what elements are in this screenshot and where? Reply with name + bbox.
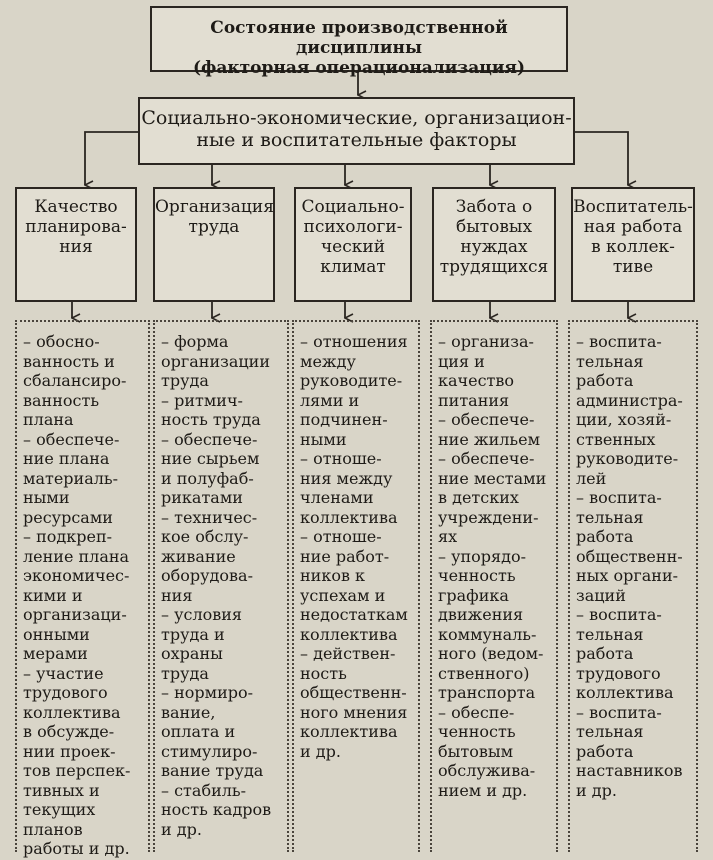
factor-labor bbox=[153, 187, 275, 302]
factor-planning bbox=[15, 187, 137, 302]
factor-climate bbox=[294, 187, 412, 302]
list-item-line: подчинен- bbox=[300, 410, 388, 429]
list-item-line: коллектива bbox=[576, 683, 674, 702]
list-item-line: ции, хозяй- bbox=[576, 410, 672, 429]
list-item-line: работа bbox=[576, 644, 634, 663]
factor-title-line: Воспитатель- bbox=[573, 197, 693, 217]
list-item-line: качество bbox=[438, 371, 515, 390]
list-item-line: – ритмич- bbox=[161, 390, 243, 410]
list-item-line: – отношения bbox=[300, 332, 408, 351]
list-item-line: нии проек- bbox=[23, 741, 116, 761]
list-item-line: – воспита- bbox=[576, 605, 662, 624]
list-item-line: руководите- bbox=[576, 449, 679, 468]
list-item-line: работа bbox=[576, 371, 634, 390]
factor-title-line: Качество bbox=[34, 197, 118, 217]
list-item-line: и др. bbox=[300, 741, 341, 761]
factor-title-line: нуждах bbox=[460, 237, 528, 257]
factor-title-line: ния bbox=[59, 237, 93, 257]
list-item-line: – отноше- bbox=[300, 527, 382, 546]
factor-title-line: Забота о bbox=[455, 197, 533, 217]
list-item-line: коллектива bbox=[23, 702, 121, 722]
list-item-line: ление плана bbox=[23, 546, 130, 566]
list-item-line: труда и bbox=[161, 624, 225, 644]
factor-title-line: тиве bbox=[612, 257, 654, 277]
list-item-line: – форма bbox=[161, 332, 229, 351]
list-item-line: тельная bbox=[576, 624, 644, 644]
root-title-line1: Состояние производственной дисциплины bbox=[210, 18, 508, 58]
list-item-line: ция и bbox=[438, 351, 485, 371]
list-item-line: – подкреп- bbox=[23, 527, 113, 546]
list-item-line: живание bbox=[161, 546, 236, 566]
list-item-line: ванность bbox=[23, 390, 100, 410]
list-item-line: между bbox=[300, 351, 356, 371]
list-item-line: организации bbox=[161, 351, 271, 371]
list-item-line: тов перспек- bbox=[23, 761, 131, 780]
list-item-line: вание, bbox=[161, 702, 216, 722]
list-item-line: наставников bbox=[576, 761, 683, 780]
list-item-line: работа bbox=[576, 741, 634, 761]
list-item-line: ния между bbox=[300, 468, 393, 488]
factor-welfare bbox=[432, 187, 556, 302]
list-labor bbox=[153, 320, 289, 852]
factor-title-line: климат bbox=[320, 257, 386, 277]
list-item-line: кое обслу- bbox=[161, 527, 249, 546]
list-item-line: коммуналь- bbox=[438, 624, 537, 644]
list-item-line: тивных и bbox=[23, 780, 100, 800]
list-item-line: – обеспече- bbox=[438, 449, 535, 468]
list-item-line: ресурсами bbox=[23, 507, 113, 527]
list-item-line: членами bbox=[300, 488, 374, 507]
list-item-line: коллектива bbox=[300, 624, 398, 644]
list-item-line: работа bbox=[576, 527, 634, 546]
list-item-line: текущих bbox=[23, 800, 96, 819]
list-item-line: оплата и bbox=[161, 722, 236, 741]
list-item-line: – условия bbox=[161, 605, 243, 624]
list-item-line: движения bbox=[438, 605, 524, 624]
root-box bbox=[150, 6, 568, 78]
list-item-line: – обеспече- bbox=[23, 429, 120, 449]
list-item-line: ных органи- bbox=[576, 566, 679, 585]
list-item-line: – обосно- bbox=[23, 332, 100, 351]
list-item-line: учреждени- bbox=[438, 507, 539, 527]
list-item-line: – участие bbox=[23, 663, 104, 683]
list-item-line: лей bbox=[576, 468, 607, 488]
arrow-to-planning bbox=[85, 132, 138, 185]
list-item-line: ного мнения bbox=[300, 702, 408, 722]
list-climate bbox=[292, 320, 420, 852]
factor-title-line: бытовых bbox=[455, 217, 533, 237]
list-item-line: ственных bbox=[576, 429, 656, 449]
factor-title-line: трудящихся bbox=[439, 257, 549, 277]
list-item-line: успехам и bbox=[300, 585, 386, 605]
list-item-line: ние плана bbox=[23, 449, 110, 468]
list-item-line: – отноше- bbox=[300, 449, 382, 468]
list-item-line: нием и др. bbox=[438, 780, 528, 800]
list-item-line: – стабиль- bbox=[161, 780, 247, 800]
list-item-line: и полуфаб- bbox=[161, 468, 254, 488]
factor-title-line: труда bbox=[188, 217, 240, 237]
list-item-line: организаци- bbox=[23, 605, 127, 624]
list-item-line: стимулиро- bbox=[161, 741, 258, 761]
list-item-line: бытовым bbox=[438, 741, 514, 761]
list-item-line: тельная bbox=[576, 351, 644, 371]
list-item-line: питания bbox=[438, 390, 510, 410]
list-item-line: обслужива- bbox=[438, 761, 536, 780]
list-planning bbox=[15, 320, 150, 858]
list-item-line: ность труда bbox=[161, 410, 261, 429]
factor-group-line1: Социально-экономические, организацион- bbox=[141, 107, 572, 129]
list-item-line: коллектива bbox=[300, 507, 398, 527]
list-item-line: и др. bbox=[576, 780, 617, 800]
list-item-line: ность bbox=[300, 663, 347, 683]
factor-title-line: Социально- bbox=[301, 197, 405, 217]
list-item-line: ние работ- bbox=[300, 546, 390, 566]
list-item-line: кими и bbox=[23, 585, 83, 605]
factor-title-line: планирова- bbox=[25, 217, 127, 237]
list-item-line: – обеспече- bbox=[438, 410, 535, 429]
factor-title-line: психологи- bbox=[303, 217, 403, 237]
list-item-line: администра- bbox=[576, 390, 683, 410]
list-item-line: трудового bbox=[23, 683, 108, 702]
list-item-line: руководите- bbox=[300, 371, 403, 390]
arrow-to-upbringing bbox=[575, 132, 628, 185]
list-item-line: – воспита- bbox=[576, 332, 662, 351]
list-item-line: общественн- bbox=[300, 683, 407, 702]
list-item-line: графика bbox=[438, 585, 509, 605]
factor-upbringing bbox=[571, 187, 695, 302]
list-item-line: сбалансиро- bbox=[23, 371, 127, 390]
list-item-line: коллектива bbox=[300, 722, 398, 741]
list-item-line: рикатами bbox=[161, 488, 243, 507]
list-item-line: ность кадров bbox=[161, 800, 272, 819]
list-item-line: ванность и bbox=[23, 351, 115, 371]
list-item-line: труда bbox=[161, 371, 209, 390]
factor-title-line: ческий bbox=[320, 237, 386, 257]
list-item-line: и др. bbox=[161, 819, 202, 839]
list-item-line: онными bbox=[23, 624, 90, 644]
list-item-line: – организа- bbox=[438, 332, 534, 351]
list-item-line: работы и др. bbox=[23, 839, 130, 858]
list-item-line: ях bbox=[438, 527, 458, 546]
list-item-line: ченность bbox=[438, 722, 516, 741]
list-item-line: лями и bbox=[300, 390, 360, 410]
list-item-line: материаль- bbox=[23, 468, 119, 488]
list-item-line: – техничес- bbox=[161, 507, 258, 527]
list-item-line: – действен- bbox=[300, 644, 396, 663]
list-item-line: тельная bbox=[576, 722, 644, 741]
list-item-line: ние местами bbox=[438, 468, 547, 488]
factor-title-line: в коллек- bbox=[591, 237, 675, 257]
list-item-line: плана bbox=[23, 410, 74, 429]
factor-group-line2: ные и воспитательные факторы bbox=[196, 129, 517, 151]
list-item-line: ными bbox=[300, 429, 347, 449]
list-item-line: охраны bbox=[161, 644, 223, 663]
list-item-line: ников к bbox=[300, 566, 366, 585]
root-title-line2: (факторная операционализация) bbox=[192, 58, 526, 78]
list-item-line: трудового bbox=[576, 663, 661, 683]
list-item-line: ными bbox=[23, 488, 70, 507]
list-item-line: недостаткам bbox=[300, 605, 408, 624]
factor-title-line: Организация bbox=[155, 197, 274, 217]
list-item-line: экономичес- bbox=[23, 566, 130, 585]
list-item-line: ственного) bbox=[438, 663, 530, 683]
list-item-line: ченность bbox=[438, 566, 516, 585]
list-item-line: в детских bbox=[438, 488, 519, 507]
list-item-line: ного (ведом- bbox=[438, 644, 544, 663]
list-item-line: – нормиро- bbox=[161, 683, 254, 702]
list-upbringing bbox=[568, 320, 698, 852]
factor-title-line: ная работа bbox=[583, 217, 683, 237]
list-item-line: – воспита- bbox=[576, 702, 662, 722]
list-item-line: труда bbox=[161, 663, 209, 683]
list-item-line: вание труда bbox=[161, 761, 264, 780]
list-item-line: оборудова- bbox=[161, 566, 253, 585]
list-item-line: ния bbox=[161, 585, 193, 605]
factor-group-box bbox=[138, 97, 575, 165]
list-item-line: – упорядо- bbox=[438, 546, 527, 566]
list-item-line: ние жильем bbox=[438, 429, 541, 449]
list-welfare bbox=[430, 320, 558, 852]
list-item-line: мерами bbox=[23, 644, 88, 663]
list-item-line: – обеспе- bbox=[438, 702, 515, 722]
list-item-line: – воспита- bbox=[576, 488, 662, 507]
list-item-line: общественн- bbox=[576, 546, 683, 566]
list-item-line: ние сырьем bbox=[161, 449, 260, 468]
list-item-line: планов bbox=[23, 819, 83, 839]
list-item-line: транспорта bbox=[438, 683, 536, 702]
list-item-line: – обеспече- bbox=[161, 429, 258, 449]
list-item-line: заций bbox=[576, 585, 626, 605]
list-item-line: тельная bbox=[576, 507, 644, 527]
list-item-line: в обсужде- bbox=[23, 722, 115, 741]
